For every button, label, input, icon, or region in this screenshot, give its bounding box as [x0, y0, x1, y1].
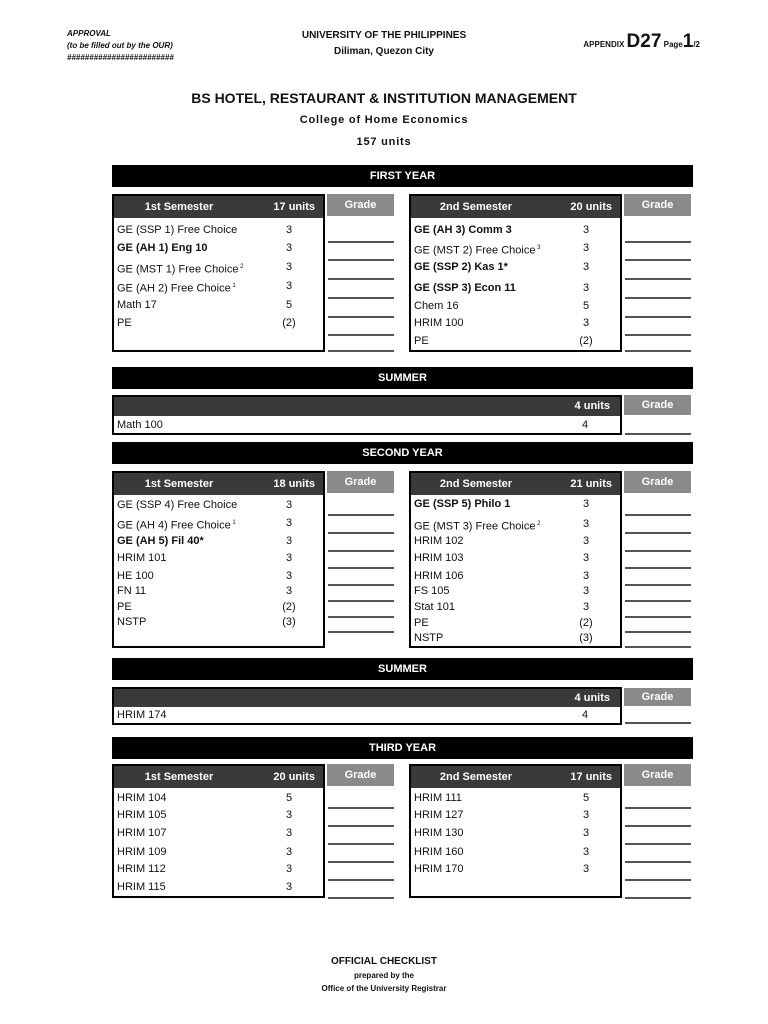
footnote-mark: 1 [230, 283, 236, 289]
approval-field: ######################## [67, 53, 174, 62]
course-row [117, 278, 323, 294]
course-name: Math 100 [117, 419, 163, 431]
course-name: GE (AH 5) Fil 40* [117, 535, 204, 547]
grade-line[interactable] [328, 616, 394, 618]
total-units: 157 units [356, 136, 412, 148]
course-row [117, 568, 323, 584]
first-year-bar: FIRST YEAR [112, 165, 693, 187]
grade-line[interactable] [625, 550, 691, 552]
first-year-first-semester [112, 194, 325, 352]
semester-label: 1st Semester [144, 478, 214, 490]
course-units: 3 [285, 261, 293, 273]
course-name: GE (AH 1) Eng 10 [117, 242, 208, 254]
course-name: HRIM 105 [117, 809, 167, 821]
page-number: 1 [682, 31, 694, 52]
course-name: HRIM 127 [414, 809, 464, 821]
course-name: PE [414, 617, 429, 629]
approval-instruction: (to be filled out by the OUR) [67, 41, 173, 50]
grade-header: Grade [327, 471, 394, 493]
course-name: HRIM 170 [414, 863, 464, 875]
grade-header: Grade [624, 471, 691, 493]
summer-1-box [112, 395, 622, 435]
grade-line[interactable] [328, 532, 394, 534]
course-name: Math 17 [117, 299, 157, 311]
course-units: 3 [582, 863, 590, 875]
course-name: PE [117, 317, 132, 329]
course-name: HRIM 103 [414, 552, 464, 564]
grade-line[interactable] [625, 514, 691, 516]
grade-line[interactable] [625, 843, 691, 845]
course-row [414, 825, 620, 841]
semester-label: 2nd Semester [439, 478, 513, 490]
summer-2-box [112, 687, 622, 725]
course-units: 3 [285, 499, 293, 511]
course-row [117, 497, 323, 513]
summer-2-bar: SUMMER [112, 658, 693, 680]
summer-1-header [114, 397, 620, 416]
footnote-mark: 1 [230, 520, 236, 526]
semester-units: 17 units [273, 201, 315, 213]
program-title: BS HOTEL, RESTAURANT & INSTITUTION MANAGEMENT [191, 90, 577, 106]
summer-1-units: 4 units [574, 400, 610, 412]
course-units: 3 [285, 280, 293, 292]
course-name: GE (SSP 5) Philo 1 [414, 498, 511, 510]
course-units: 3 [582, 224, 590, 236]
course-units: 3 [285, 809, 293, 821]
course-units: 3 [582, 601, 590, 613]
course-name: HRIM 106 [414, 570, 464, 582]
semester-units: 20 units [273, 771, 315, 783]
course-units: (2) [579, 617, 593, 629]
grade-line[interactable] [625, 861, 691, 863]
course-row [414, 333, 620, 349]
footnote-mark: 3 [535, 245, 541, 251]
summer-1-grade-header: Grade [624, 395, 691, 415]
appendix-label [583, 31, 700, 53]
grade-line[interactable] [328, 297, 394, 299]
semester-label: 1st Semester [144, 771, 214, 783]
course-row [414, 298, 620, 314]
second-year-second-semester [409, 471, 622, 648]
grade-line[interactable] [328, 600, 394, 602]
third-year-first-semester [112, 764, 325, 898]
course-units: 5 [582, 792, 590, 804]
semester-label: 1st Semester [144, 201, 214, 213]
footnote-mark: 2 [238, 264, 244, 270]
course-name: GE (SSP 2) Kas 1* [414, 261, 508, 273]
appendix-code: D27 [626, 31, 662, 52]
footer-line-3: Office of the University Registrar [321, 984, 447, 993]
summer-2-grade-header: Grade [624, 688, 691, 706]
course-units: 3 [285, 552, 293, 564]
grade-line[interactable] [328, 334, 394, 336]
grade-line[interactable] [625, 600, 691, 602]
course-row [117, 533, 323, 549]
course-row [414, 630, 620, 646]
grade-line[interactable] [625, 897, 691, 899]
course-name: Stat 101 [414, 601, 455, 613]
page-word: Page [663, 40, 683, 49]
course-row [414, 844, 620, 860]
grade-line[interactable] [625, 316, 691, 318]
course-units: 4 [581, 419, 589, 431]
course-row [117, 844, 323, 860]
grade-line[interactable] [328, 861, 394, 863]
course-units: 3 [285, 846, 293, 858]
course-units: 3 [582, 846, 590, 858]
course-row [117, 861, 323, 877]
course-name: NSTP [117, 616, 147, 628]
course-name: GE (MST 2) Free Choice $^3$ [414, 244, 541, 257]
course-units: 3 [285, 242, 293, 254]
course-row [414, 615, 620, 631]
course-row [117, 614, 323, 630]
approval-title: APPROVAL [67, 29, 111, 38]
grade-line[interactable] [328, 807, 394, 809]
course-units: 3 [285, 224, 293, 236]
semester-label: 2nd Semester [439, 771, 513, 783]
course-name: HRIM 174 [117, 709, 167, 721]
course-row [117, 550, 323, 566]
course-name: GE (SSP 3) Econ 11 [414, 282, 516, 294]
course-units: 3 [285, 570, 293, 582]
grade-line[interactable] [625, 334, 691, 336]
course-units: 5 [285, 792, 293, 804]
course-units: (3) [282, 616, 296, 628]
semester-units: 21 units [570, 478, 612, 490]
course-name: GE (SSP 4) Free Choice [117, 499, 238, 511]
grade-line[interactable] [328, 567, 394, 569]
course-name: HRIM 100 [414, 317, 464, 329]
semester-label: 2nd Semester [439, 201, 513, 213]
university-location: Diliman, Quezon City [333, 46, 434, 57]
grade-header: Grade [327, 194, 394, 216]
course-name: HRIM 111 [414, 792, 462, 804]
grade-line[interactable] [328, 350, 394, 352]
course-name: HRIM 101 [117, 552, 167, 564]
course-name: GE (MST 1) Free Choice $^2$ [117, 263, 244, 276]
university-name: UNIVERSITY OF THE PHILIPPINES [301, 30, 467, 41]
summer-1-course-row [117, 417, 620, 433]
course-units: 5 [582, 300, 590, 312]
course-row [414, 315, 620, 331]
course-name: HRIM 107 [117, 827, 167, 839]
course-name: GE (AH 3) Comm 3 [414, 224, 512, 236]
course-row [414, 496, 620, 512]
summer-2-header [114, 689, 620, 707]
course-units: 3 [582, 809, 590, 821]
appendix-word: APPENDIX [583, 40, 625, 49]
summer-2-course-row [117, 707, 620, 723]
course-name: Chem 16 [414, 300, 459, 312]
course-units: 3 [285, 863, 293, 875]
course-name: FS 105 [414, 585, 450, 597]
course-row [414, 533, 620, 549]
course-row [117, 583, 323, 599]
course-units: 3 [582, 261, 590, 273]
semester-header [114, 473, 323, 495]
semester-header [411, 473, 620, 495]
course-name: HRIM 160 [414, 846, 464, 858]
grade-line[interactable] [625, 879, 691, 881]
course-units: 3 [582, 570, 590, 582]
grade-line[interactable] [625, 646, 691, 648]
summer-2-units: 4 units [574, 692, 610, 704]
grade-line[interactable] [328, 259, 394, 261]
first-year-second-semester [409, 194, 622, 352]
course-row [414, 790, 620, 806]
course-row [117, 222, 323, 238]
course-row [414, 516, 620, 532]
summer-1-bar: SUMMER [112, 367, 693, 389]
course-row [414, 259, 620, 275]
course-units: 3 [285, 827, 293, 839]
course-name: GE (SSP 1) Free Choice [117, 224, 238, 236]
semester-header [411, 196, 620, 218]
course-row [414, 583, 620, 599]
grade-line[interactable] [625, 241, 691, 243]
course-units: 3 [285, 881, 293, 893]
course-name: PE [414, 335, 429, 347]
grade-header: Grade [327, 764, 394, 786]
course-name: HRIM 112 [117, 863, 166, 875]
second-year-first-semester [112, 471, 325, 648]
course-units: 3 [582, 317, 590, 329]
course-units: (2) [579, 335, 593, 347]
course-name: HE 100 [117, 570, 154, 582]
course-units: (2) [282, 317, 296, 329]
course-row [414, 280, 620, 296]
grade-line[interactable] [328, 316, 394, 318]
semester-header [114, 766, 323, 788]
footer-line-2: prepared by the [353, 971, 414, 980]
grade-line[interactable] [328, 631, 394, 633]
grade-line[interactable] [328, 550, 394, 552]
footnote-mark: 2 [535, 521, 541, 527]
semester-header [114, 196, 323, 218]
course-row [117, 599, 323, 615]
grade-line[interactable] [328, 843, 394, 845]
summer-1-grade-line [625, 433, 691, 435]
course-row [414, 599, 620, 615]
semester-units: 20 units [570, 201, 612, 213]
course-name: HRIM 109 [117, 846, 167, 858]
course-units: 3 [582, 585, 590, 597]
semester-units: 17 units [570, 771, 612, 783]
course-name: HRIM 130 [414, 827, 464, 839]
grade-line[interactable] [625, 532, 691, 534]
course-units: 3 [582, 535, 590, 547]
course-name: GE (AH 4) Free Choice $^1$ [117, 519, 236, 532]
course-row [414, 222, 620, 238]
course-row [117, 297, 323, 313]
course-units: 3 [285, 517, 293, 529]
course-row [117, 879, 323, 895]
course-row [117, 315, 323, 331]
course-units: (3) [579, 632, 593, 644]
grade-line[interactable] [625, 616, 691, 618]
summer-2-grade-line [625, 722, 691, 724]
grade-header: Grade [624, 764, 691, 786]
course-units: 3 [582, 242, 590, 254]
grade-line[interactable] [625, 297, 691, 299]
course-units: 5 [285, 299, 293, 311]
course-row [117, 240, 323, 256]
course-row [414, 240, 620, 256]
course-name: PE [117, 601, 132, 613]
footer-title: OFFICIAL CHECKLIST [331, 956, 437, 967]
grade-line[interactable] [625, 807, 691, 809]
semester-header [411, 766, 620, 788]
grade-line[interactable] [625, 584, 691, 586]
third-year-bar: THIRD YEAR [112, 737, 693, 759]
course-units: 3 [582, 827, 590, 839]
grade-line[interactable] [625, 567, 691, 569]
course-row [414, 568, 620, 584]
grade-line[interactable] [328, 825, 394, 827]
course-row [117, 259, 323, 275]
grade-line[interactable] [625, 825, 691, 827]
course-row [117, 515, 323, 531]
course-row [117, 790, 323, 806]
course-name: HRIM 102 [414, 535, 464, 547]
course-units: 3 [582, 552, 590, 564]
course-name: GE (MST 3) Free Choice $^2$ [414, 520, 541, 533]
third-year-second-semester [409, 764, 622, 898]
course-name: GE (AH 2) Free Choice $^1$ [117, 282, 236, 295]
grade-line[interactable] [328, 278, 394, 280]
college-name: College of Home Economics [299, 114, 469, 126]
course-units: 3 [582, 498, 590, 510]
course-units: (2) [282, 601, 296, 613]
course-units: 3 [285, 535, 293, 547]
course-row [414, 807, 620, 823]
grade-line[interactable] [328, 241, 394, 243]
grade-line[interactable] [328, 879, 394, 881]
course-row [414, 861, 620, 877]
page-total: /2 [693, 40, 700, 49]
course-name: NSTP [414, 632, 444, 644]
course-name: HRIM 104 [117, 792, 167, 804]
grade-line[interactable] [625, 259, 691, 261]
course-row [117, 825, 323, 841]
grade-line[interactable] [328, 514, 394, 516]
grade-line[interactable] [625, 631, 691, 633]
course-name: FN 11 [117, 585, 147, 597]
course-units: 3 [285, 585, 293, 597]
course-row [414, 550, 620, 566]
course-name: HRIM 115 [117, 881, 166, 893]
grade-line[interactable] [625, 350, 691, 352]
grade-line[interactable] [625, 278, 691, 280]
course-units: 3 [582, 282, 590, 294]
grade-line[interactable] [328, 897, 394, 899]
course-units: 4 [581, 709, 589, 721]
grade-line[interactable] [328, 584, 394, 586]
grade-header: Grade [624, 194, 691, 216]
course-units: 3 [582, 518, 590, 530]
semester-units: 18 units [273, 478, 315, 490]
second-year-bar: SECOND YEAR [112, 442, 693, 464]
course-row [117, 807, 323, 823]
